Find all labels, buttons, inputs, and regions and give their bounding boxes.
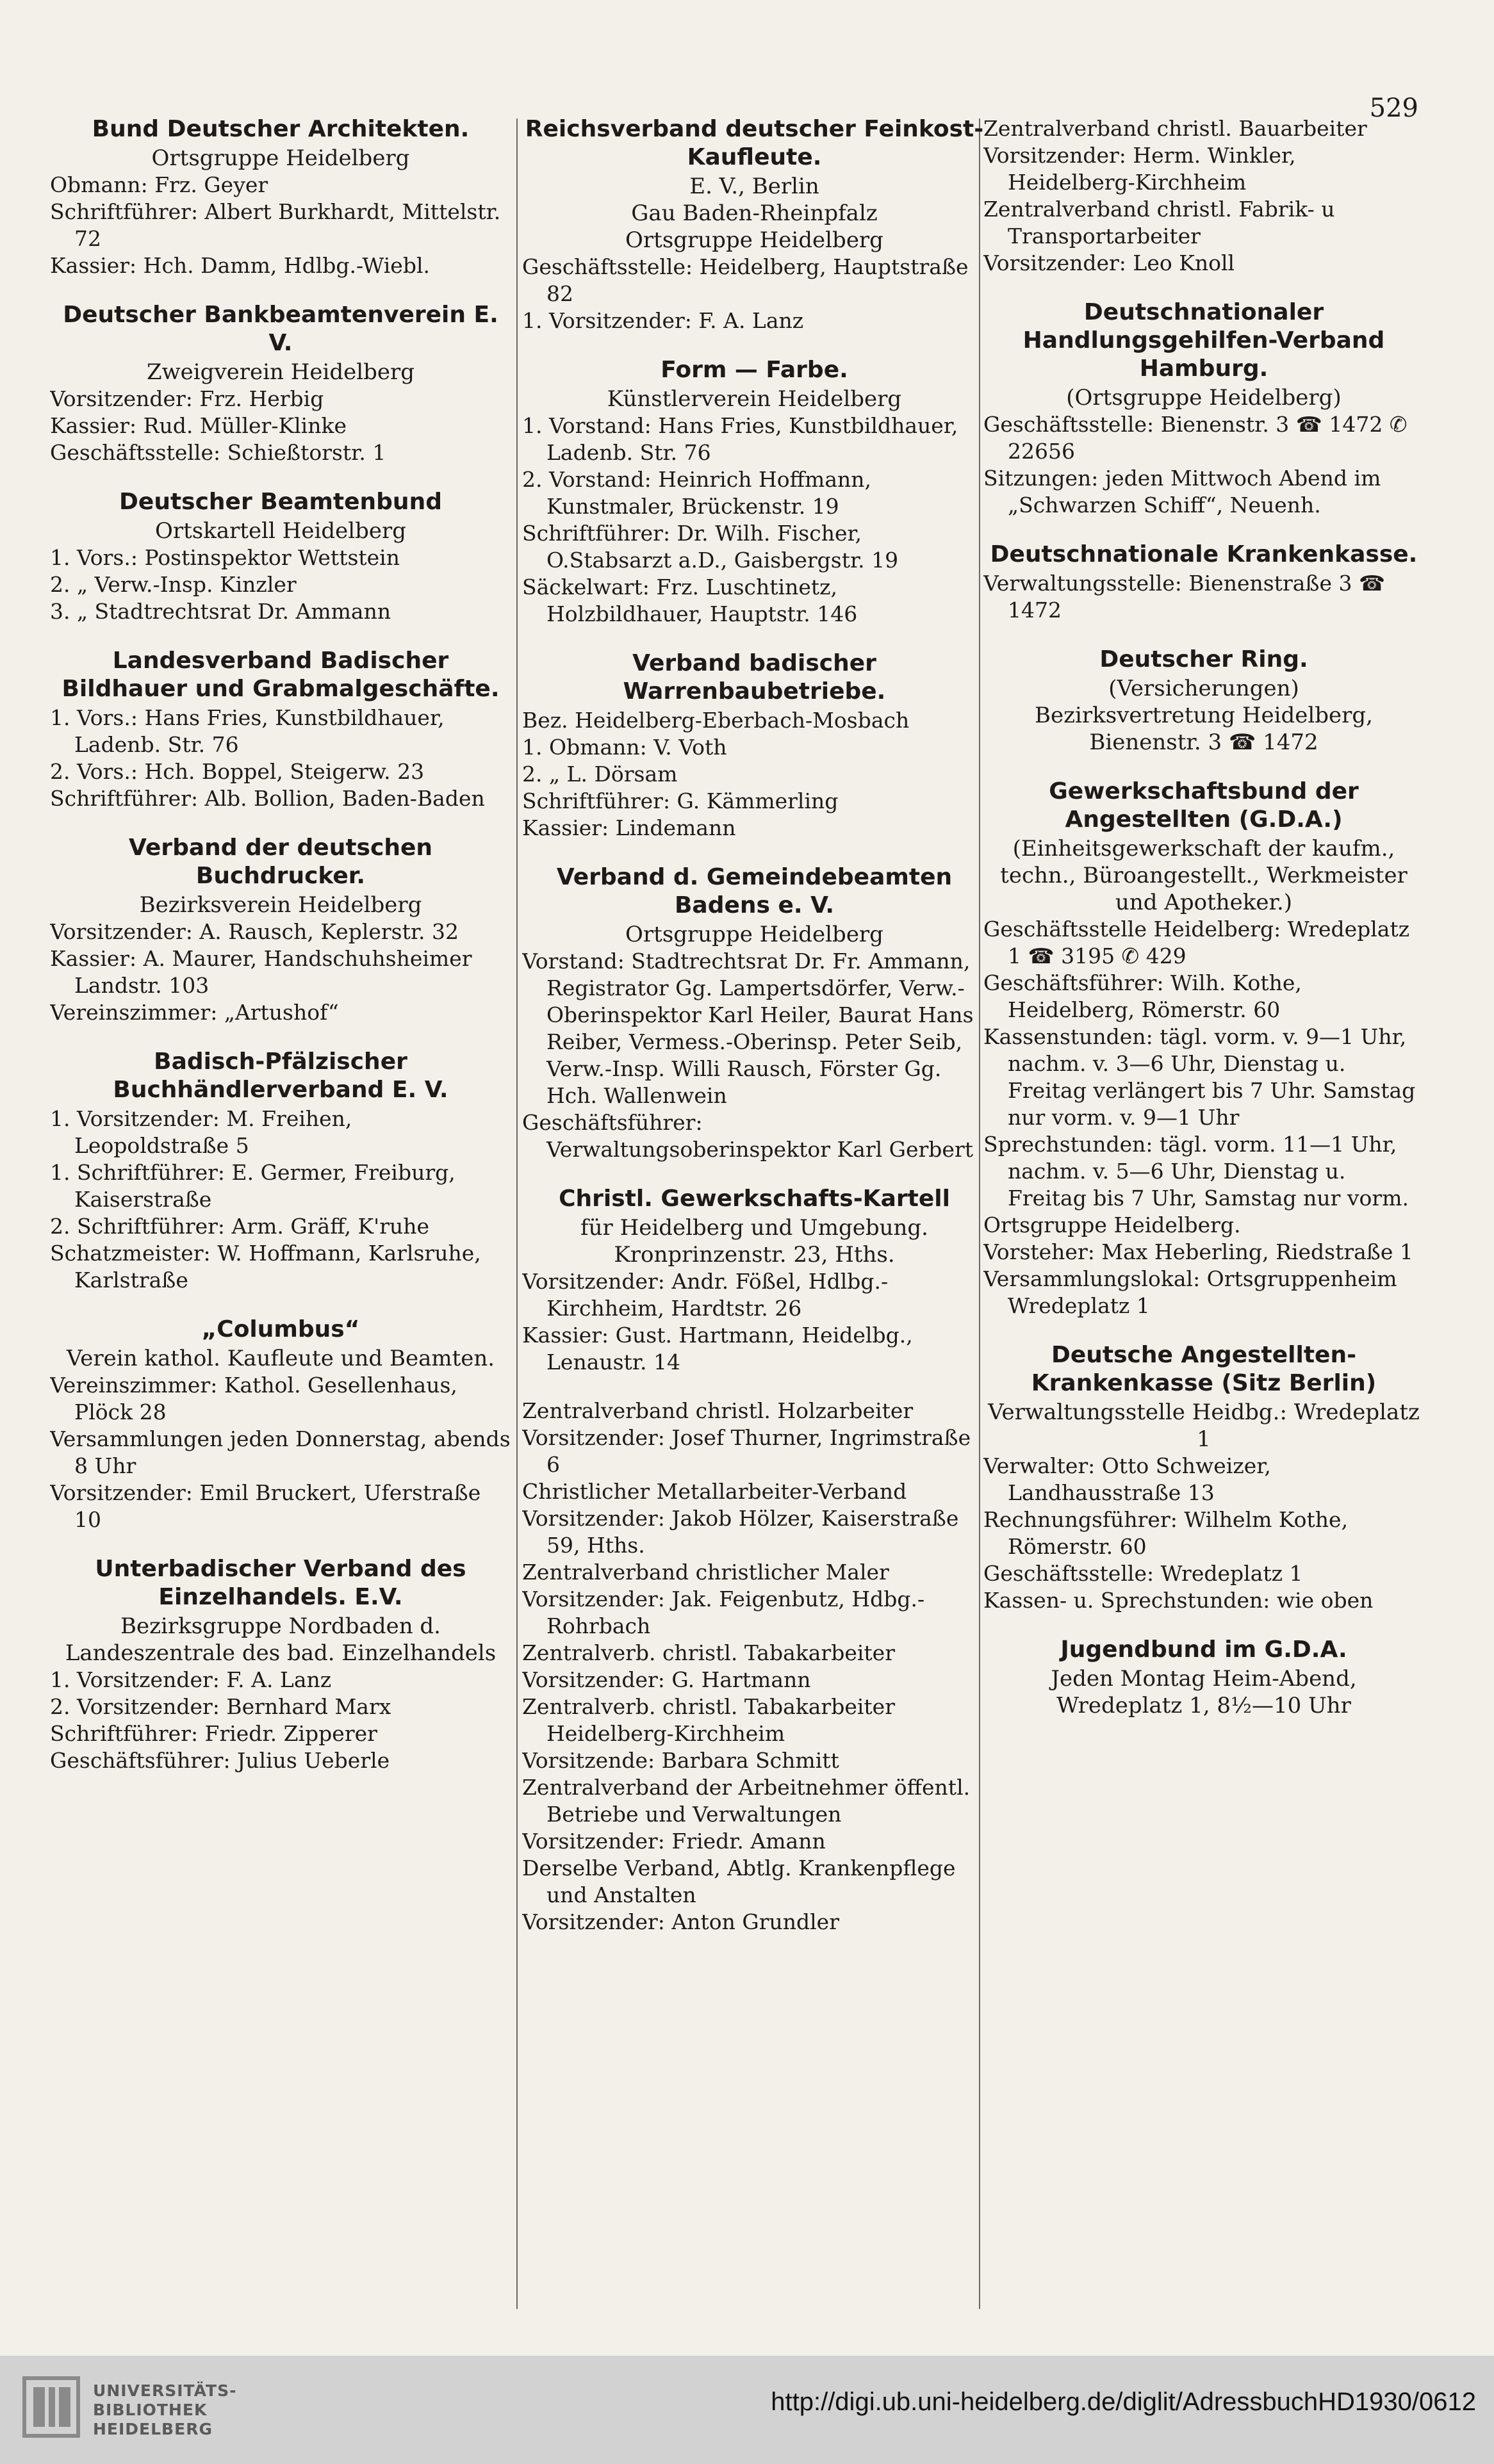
entry-subheading: Künstlerverein Heidelberg: [607, 386, 902, 412]
entry-line: 1. Schriftführer: E. Germer, Freiburg, Kaiserstraße: [50, 1160, 456, 1212]
entry-line: Zentralverband christl. Fabrik- u Transportarbeiter: [983, 197, 1335, 249]
entry-subheading: (Versicherungen) Bezirksvertretung Heidelberg, Bienenstr. 3 ☎ 1472: [1035, 676, 1373, 755]
entry-heading: Bund Deutscher Architekten.: [92, 116, 470, 142]
entry-line: Kassier: Lindemann: [522, 815, 736, 840]
entry-heading: Badisch-Pfälzischer Buchhändlerverband E. V.: [113, 1048, 448, 1103]
entry-line: Schatzmeister: W. Hoffmann, Karlsruhe, Karlstraße: [50, 1241, 481, 1293]
entry-line: Vorsitzende: Barbara Schmitt: [522, 1748, 839, 1773]
entry-heading: Deutschnationale Krankenkasse.: [990, 541, 1418, 567]
directory-entry: [522, 1185, 987, 1376]
directory-entry: [983, 541, 1424, 624]
entry-line: Kassenstunden: tägl. vorm. v. 9—1 Uhr, nachm. v. 3—6 Uhr, Dienstag u. Freitag verlängert bis 7 Uhr. Samstag nur vorm. v. 9—1 Uhr: [983, 1024, 1416, 1130]
entry-line: Geschäftsstelle Heidelberg: Wredeplatz 1 ☎ 3195 ✆ 429: [983, 917, 1410, 968]
entry-line: Geschäftsführer: Julius Ueberle: [50, 1748, 390, 1773]
entry-line: Vorsitzender: Josef Thurner, Ingrimstraße 6: [522, 1425, 971, 1477]
entry-line: 1. Vorsitzender: F. A. Lanz: [50, 1667, 332, 1692]
entry-subheading: Zweigverein Heidelberg: [146, 359, 415, 385]
entry-line: Vorsitzender: Emil Bruckert, Uferstraße 10: [50, 1480, 481, 1532]
entry-line: Ortsgruppe Heidelberg.: [983, 1212, 1241, 1237]
entry-line: Vorsitzender: Herm. Winkler, Heidelberg-Kirchheim: [983, 143, 1296, 195]
entry-subheading: Verwaltungsstelle Heidbg.: Wredeplatz 1: [988, 1399, 1420, 1452]
directory-entry: [983, 1636, 1424, 1719]
directory-entry: [50, 301, 511, 466]
entry-line: Christlicher Metallarbeiter-Verband: [522, 1479, 907, 1504]
directory-entry: [50, 1555, 511, 1774]
entry-heading: Deutscher Ring.: [1099, 646, 1308, 673]
entry-line: Obmann: Frz. Geyer: [50, 172, 268, 197]
entry-line: Vorsitzender: Leo Knoll: [983, 250, 1235, 275]
library-logo-text: UNIVERSITÄTS- BIBLIOTHEK HEIDELBERG: [93, 2381, 237, 2438]
entry-line: Vorsitzender: Anton Grundler: [522, 1909, 839, 1934]
entry-line: 2. „ Verw.-Insp. Kinzler: [50, 572, 297, 597]
entry-line: Versammlungen jeden Donnerstag, abends 8 Uhr: [50, 1426, 511, 1478]
entry-heading: Landesverband Badischer Bildhauer und Grabmalgeschäfte.: [62, 648, 500, 702]
entry-line: Vorsitzender: Jak. Feigenbutz, Hdbg.-Rohrbach: [522, 1587, 925, 1638]
entry-line: Zentralverb. christl. Tabakarbeiter: [522, 1640, 895, 1665]
directory-entry: [50, 1048, 511, 1294]
footer-bar: [0, 2356, 1494, 2464]
directory-entry: [522, 1398, 987, 1936]
entry-line: Vorsitzender: Friedr. Amann: [522, 1829, 826, 1854]
directory-entry: [983, 298, 1424, 519]
directory-entry: [50, 488, 511, 625]
entry-heading: Verband badischer Warrenbaubetriebe.: [623, 650, 886, 705]
entry-line: 2. „ L. Dörsam: [522, 762, 678, 787]
directory-entry: [983, 1341, 1424, 1614]
entry-subheading: Ortsgruppe Heidelberg: [625, 922, 883, 947]
entry-line: Schriftführer: Alb. Bollion, Baden-Baden: [50, 786, 485, 811]
entry-subheading: Ortskartell Heidelberg: [154, 518, 406, 544]
entry-subheading: E. V., Berlin Gau Baden-Rheinpfalz Ortsgruppe Heidelberg: [625, 174, 883, 253]
entry-heading: Deutschnationaler Handlungsgehilfen-Verband Hamburg.: [1022, 299, 1385, 382]
column-3: [983, 115, 1424, 2312]
entry-heading: Jugendbund im G.D.A.: [1060, 1636, 1347, 1663]
entry-line: Sprechstunden: tägl. vorm. 11—1 Uhr, nachm. v. 5—6 Uhr, Dienstag u. Freitag bis 7 Uhr, Samstag nur vorm.: [983, 1132, 1409, 1211]
source-url[interactable]: http://digi.ub.uni-heidelberg.de/diglit/AdressbuchHD1930/0612: [771, 2388, 1476, 2416]
entry-heading: Deutsche Angestellten-Krankenkasse (Sitz Berlin): [1031, 1342, 1377, 1396]
directory-entry: [983, 646, 1424, 756]
library-logo-icon: [19, 2372, 83, 2442]
entry-line: Vorsitzender: Andr. Fößel, Hdlbg.-Kirchheim, Hardtstr. 26: [522, 1269, 889, 1321]
entry-line: Kassier: Rud. Müller-Klinke: [50, 413, 347, 438]
entry-line: Vorstand: Stadtrechtsrat Dr. Fr. Ammann, Registrator Gg. Lampertsdörfer, Verw.-Oberinspektor Karl Heiler, Baurat Hans Reiber, Vermess.-Oberinsp. Peter Seib, Verw.-Insp. Willi Rausch, Förster Gg. Hch. Wallenwein: [522, 949, 974, 1108]
entry-line: Geschäftsführer: Verwaltungsoberinspektor Karl Gerbert: [522, 1110, 973, 1162]
entry-line: Geschäftsstelle: Schießtorstr. 1: [50, 440, 386, 465]
entry-line: 1. Vorsitzender: M. Freihen, Leopoldstraße 5: [50, 1106, 352, 1158]
directory-entry: [50, 115, 511, 279]
entry-line: Kassier: Gust. Hartmann, Heidelbg., Lenaustr. 14: [522, 1323, 913, 1375]
column-divider: [516, 118, 518, 2309]
entry-line: Schriftführer: G. Kämmerling: [522, 788, 839, 813]
entry-subheading: (Ortsgruppe Heidelberg): [1066, 385, 1342, 411]
entry-line: 2. Vors.: Hch. Boppel, Steigerw. 23: [50, 759, 425, 784]
entry-line: Verwaltungsstelle: Bienenstraße 3 ☎ 1472: [983, 571, 1386, 623]
entry-line: 3. „ Stadtrechtsrat Dr. Ammann: [50, 599, 391, 624]
entry-line: Zentralverband christl. Bauarbeiter: [983, 116, 1367, 141]
entry-line: Geschäftsstelle: Heidelberg, Hauptstraße 82: [522, 254, 969, 306]
entry-heading: „Columbus“: [201, 1316, 360, 1342]
entry-line: Vorsitzender: Jakob Hölzer, Kaiserstraße 59, Hths.: [522, 1506, 959, 1558]
entry-line: Zentralverband christl. Holzarbeiter: [522, 1398, 914, 1423]
entry-line: Versammlungslokal: Ortsgruppenheim Wredeplatz 1: [983, 1266, 1397, 1318]
entry-line: Schriftführer: Dr. Wilh. Fischer, O.Stabsarzt a.D., Gaisbergstr. 19: [522, 521, 899, 573]
entry-line: 2. Vorsitzender: Bernhard Marx: [50, 1694, 391, 1719]
entry-line: Sitzungen: jeden Mittwoch Abend im „Schwarzen Schiff“, Neuenh.: [983, 466, 1381, 518]
entry-line: Zentralverband der Arbeitnehmer öffentl. Betriebe und Verwaltungen: [522, 1775, 971, 1827]
entry-line: Vorsitzender: A. Rausch, Keplerstr. 32: [50, 919, 459, 944]
directory-entry: [50, 834, 511, 1026]
entry-line: Geschäftsstelle: Wredeplatz 1: [983, 1561, 1303, 1586]
directory-entry: [983, 115, 1424, 277]
entry-line: Vereinszimmer: „Artushof“: [50, 1000, 339, 1025]
entry-subheading: für Heidelberg und Umgebung. Kronprinzenstr. 23, Hths.: [580, 1215, 928, 1268]
entry-line: Verwalter: Otto Schweizer, Landhausstraße 13: [983, 1453, 1271, 1505]
entry-heading: Verband der deutschen Buchdrucker.: [129, 835, 432, 889]
entry-heading: Verband d. Gemeindebeamten Badens e. V.: [556, 864, 953, 918]
entry-subheading: Jeden Montag Heim-Abend, Wredeplatz 1, 8½—10 Uhr: [1051, 1666, 1357, 1718]
entry-line: Zentralverb. christl. Tabakarbeiter Heidelberg-Kirchheim: [522, 1694, 895, 1746]
entry-line: 1. Vorstand: Hans Fries, Kunstbildhauer, Ladenb. Str. 76: [522, 413, 958, 465]
directory-entry: [522, 356, 987, 628]
entry-line: 2. Vorstand: Heinrich Hoffmann, Kunstmaler, Brückenstr. 19: [522, 467, 871, 519]
page-number: 529: [1369, 94, 1418, 123]
entry-subheading: Verein kathol. Kaufleute und Beamten.: [66, 1346, 495, 1371]
entry-subheading: Bezirksgruppe Nordbaden d. Landeszentrale des bad. Einzelhandels: [65, 1613, 497, 1666]
entry-heading: Gewerkschaftsbund der Angestellten (G.D.A.): [1049, 778, 1359, 833]
directory-entry: [522, 649, 987, 842]
entry-line: Zentralverband christlicher Maler: [522, 1560, 889, 1585]
entry-heading: Christl. Gewerkschafts-Kartell: [559, 1186, 950, 1212]
entry-line: Kassen- u. Sprechstunden: wie oben: [983, 1588, 1374, 1613]
entry-heading: Deutscher Bankbeamtenverein E. V.: [63, 302, 498, 356]
entry-line: Vorsteher: Max Heberling, Riedstraße 1: [983, 1239, 1413, 1264]
entry-subheading: Bezirksverein Heidelberg: [139, 892, 422, 918]
entry-line: Geschäftsführer: Wilh. Kothe, Heidelberg, Römerstr. 60: [983, 970, 1302, 1022]
directory-entry: [50, 647, 511, 812]
directory-entry: [983, 778, 1424, 1319]
entry-line: 1. Vorsitzender: F. A. Lanz: [522, 308, 804, 333]
column-1: [50, 115, 511, 2312]
directory-entry: [522, 115, 987, 334]
entry-line: 1. Vors.: Postinspektor Wettstein: [50, 545, 400, 570]
entry-line: Säckelwart: Frz. Luschtinetz, Holzbildhauer, Hauptstr. 146: [522, 575, 858, 626]
column-2: [522, 115, 987, 2312]
entry-line: Kassier: Hch. Damm, Hdlbg.-Wiebl.: [50, 253, 430, 278]
entry-heading: Form — Farbe.: [661, 357, 848, 383]
directory-entry: [522, 863, 987, 1163]
directory-entry: [50, 1316, 511, 1533]
entry-line: Rechnungsführer: Wilhelm Kothe, Römerstr. 60: [983, 1507, 1349, 1559]
entry-line: 2. Schriftführer: Arm. Gräff, K'ruhe: [50, 1214, 430, 1239]
entry-line: Geschäftsstelle: Bienenstr. 3 ☎ 1472 ✆ 22656: [983, 412, 1408, 464]
entry-subheading: (Einheitsgewerkschaft der kaufm., techn., Büroangestellt., Werkmeister und Apotheker.): [1000, 836, 1408, 915]
entry-line: 1. Vors.: Hans Fries, Kunstbildhauer, Ladenb. Str. 76: [50, 705, 445, 757]
entry-heading: Reichsverband deutscher Feinkost-Kaufleute.: [525, 116, 984, 170]
entry-line: 1. Obmann: V. Voth: [522, 735, 727, 760]
entry-line: Vereinszimmer: Kathol. Gesellenhaus, Plöck 28: [50, 1373, 457, 1424]
entry-subheading: Ortsgruppe Heidelberg: [151, 145, 410, 171]
entry-line: Bez. Heidelberg-Eberbach-Mosbach: [522, 708, 910, 733]
entry-line: Kassier: A. Maurer, Handschuhsheimer Landstr. 103: [50, 946, 472, 998]
entry-line: Schriftführer: Friedr. Zipperer: [50, 1721, 377, 1746]
entry-heading: Unterbadischer Verband des Einzelhandels. E.V.: [95, 1556, 466, 1610]
entry-line: Schriftführer: Albert Burkhardt, Mittelstr. 72: [50, 199, 501, 251]
entry-line: Derselbe Verband, Abtlg. Krankenpflege und Anstalten: [522, 1856, 956, 1907]
entry-heading: Deutscher Beamtenbund: [119, 489, 442, 515]
entry-line: Vorsitzender: G. Hartmann: [522, 1667, 811, 1692]
entry-line: Vorsitzender: Frz. Herbig: [50, 386, 324, 411]
